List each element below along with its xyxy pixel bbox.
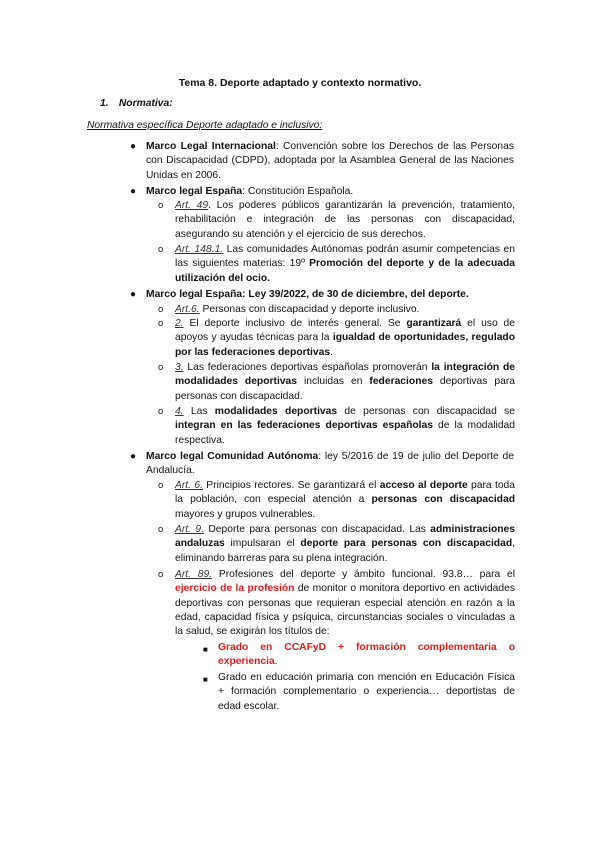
list-item-ley39-art6 [175,303,515,317]
article-text: Las [183,406,215,417]
item-label: Marco legal España: Ley 39/2022, de 30 de diciembre, del deporte. [146,289,469,300]
item-text: : Constitución Española. [242,186,354,197]
list-item-art49 [175,199,515,242]
article-text: deportivas para personas con discapacidad. [175,376,515,402]
article-text: . [274,656,278,668]
bullet-icon: ● [130,141,137,152]
section-label: Normativa: [118,98,173,109]
article-bold: Promoción del deporte y de la adecuada utilización del ocio. [175,258,515,284]
article-ref: Art. 89. [175,569,213,580]
article-ref: 4. [175,406,184,417]
list-item-and-art6 [175,479,515,522]
circle-bullet-icon: o [158,524,164,535]
section-number: 1. [100,98,109,109]
article-ref: Art.6. [175,304,200,315]
article-ref: Art. 9. [175,524,204,535]
article-ref: Art. 6. [175,480,203,491]
item-label: Marco Legal Internacional [146,141,276,152]
article-text: . [330,346,333,358]
article-bold: la integración de modalidades deportivas [175,362,515,388]
list-item-ley39-art4 [175,405,515,448]
article-ref: Art. 49 [175,200,209,211]
article-text: Las federaciones deportivas españolas promoverán [183,362,432,373]
circle-bullet-icon: o [158,406,164,417]
article-bold: administraciones andaluzas [175,524,515,550]
circle-bullet-icon: o [158,244,164,255]
article-text: Principios rectores. Se garantizará el [202,480,380,491]
article-text: para toda la población, con especial atención a [175,480,515,506]
article-text: el uso de apoyos y ayudas técnicas para la [175,318,515,344]
bullet-icon: ● [130,451,137,462]
square-bullet-icon: ■ [203,645,208,654]
article-bold: modalidades deportivas [214,406,338,417]
list-item-and-art9 [175,523,515,566]
article-highlight: Grado en CCAFyD + formación complementaria o experiencia [218,642,515,668]
article-bold: igualdad de oportunidades, regulado por las federaciones deportivas [175,332,516,358]
article-bold: personas con discapacidad [371,494,515,506]
circle-bullet-icon: o [158,304,164,315]
article-text: de la modalidad respectiva. [175,420,516,446]
article-ref: 2. [175,318,184,329]
article-bold: deporte para personas con discapacidad [300,538,513,550]
item-text: : ley 5/2016 de 19 de julio del Deporte de Andalucía. [146,451,514,477]
item-text: : Convención sobre los Derechos de las Personas con Discapacidad (CDPD), adoptada por la Asamblea General de las Naciones Unidas en 2006. [146,141,514,181]
bullet-icon: ● [130,289,137,300]
article-text: Grado en educación primaria con mención en Educación Física + formación complementario o experiencia… deportistas de edad escolar. [218,672,515,712]
document-title: Tema 8. Deporte adaptado y contexto normativo. [178,77,422,89]
list-item-andalucia [146,450,514,479]
list-item-spain [146,185,514,199]
list-item-ley39 [146,288,514,302]
article-text: , eliminando barreras para su plena integración. [175,538,515,564]
list-item-ley39-art3 [175,361,515,404]
article-text: impulsaran el [224,538,301,550]
article-text: . Los poderes públicos garantizarán la prevención, tratamiento, rehabilitación e integración de las personas con discapacidad, asegurando su atención y el ejercicio de sus derechos. [175,200,515,240]
article-text: mayores y grupos vulnerables. [175,508,316,520]
bullet-icon: ● [130,186,137,197]
article-text: incluidas en [296,376,370,388]
article-bold: garantizará [406,318,462,329]
article-bold: federaciones [369,376,433,388]
item-label: Marco legal España [146,186,243,197]
circle-bullet-icon: o [158,318,164,329]
subheading: Normativa específica Deporte adaptado e inclusivo: [87,120,323,131]
list-item-and-art89 [175,568,515,639]
article-ref: 3. [175,362,184,373]
list-item-art148 [175,243,515,286]
square-bullet-icon: ■ [203,675,208,684]
circle-bullet-icon: o [158,200,164,211]
article-text: de monitor o monitora deportivo en actividades deportivas con personas que requieran especial atención en razón a la edad, capacidad física y psíquica, circunstancias sociales o vinculadas a la salud, se exigirán los títulos de: [175,583,515,638]
article-bold: integran en las federaciones deportivas españolas [175,420,433,432]
list-item-sub2 [218,671,515,714]
list-item-ley39-art2 [175,317,515,360]
article-text: de personas con discapacidad se [337,406,515,417]
article-text: Personas con discapacidad y deporte inclusivo. [199,304,420,315]
item-label: Marco legal Comunidad Autónoma [146,451,319,462]
list-item-sub1 [218,641,515,670]
list-item-intl [146,140,514,183]
article-highlight: ejercicio de la profesión [175,583,295,595]
article-ref: Art. 148.1. [175,244,224,255]
article-text: El deporte inclusivo de interés general. Se [183,318,407,329]
circle-bullet-icon: o [158,362,164,373]
article-text: Deporte para personas con discapacidad. Las [203,524,431,535]
article-text: Las comunidades Autónomas podrán asumir competencias en las siguientes materias: 19º [175,244,515,270]
circle-bullet-icon: o [158,569,164,580]
section-heading [100,97,173,111]
article-bold: acceso al deporte [379,480,468,491]
article-text: Profesiones del deporte y ámbito funcional. 93.8… para el [212,569,515,580]
circle-bullet-icon: o [158,480,164,491]
